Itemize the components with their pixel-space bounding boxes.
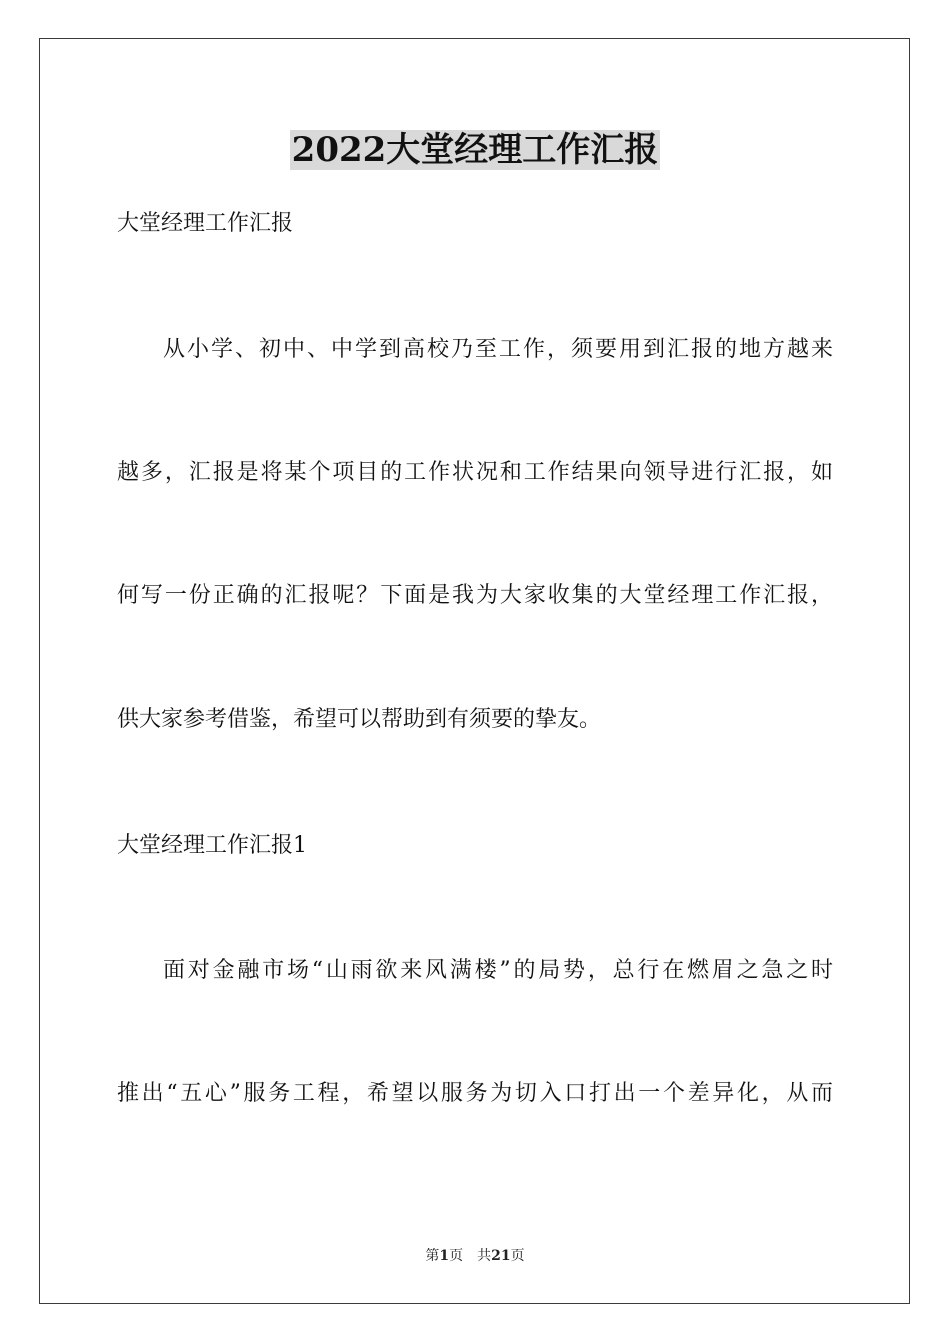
heading-2: 大堂经理工作汇报1 — [117, 833, 307, 858]
footer-page-unit: 页 — [449, 1248, 464, 1264]
intro-line-3: 何写一份正确的汇报呢？下面是我为大家收集的大堂经理工作汇报， — [117, 583, 833, 608]
footer-total-prefix: 共 — [477, 1248, 492, 1264]
section-line-1: 面对金融市场“山雨欲来风满楼”的局势，总行在燃眉之急之时 — [163, 958, 833, 983]
intro-line-4: 供大家参考借鉴，希望可以帮助到有须要的挚友。 — [117, 707, 602, 732]
document-title — [0, 128, 950, 172]
page-footer — [0, 1246, 950, 1266]
footer-page-current: 1 — [439, 1248, 450, 1264]
footer-page-total: 21 — [491, 1248, 511, 1264]
intro-line-2: 越多，汇报是将某个项目的工作状况和工作结果向领导进行汇报，如 — [117, 460, 833, 485]
document-title-text: 2022大堂经理工作汇报 — [291, 130, 659, 170]
footer-page-prefix: 第 — [425, 1248, 440, 1264]
section-line-2: 推出“五心”服务工程，希望以服务为切入口打出一个差异化，从而 — [117, 1081, 833, 1106]
footer-total-unit: 页 — [510, 1248, 525, 1264]
heading-1: 大堂经理工作汇报 — [117, 211, 294, 236]
intro-line-1: 从小学、初中、中学到高校乃至工作，须要用到汇报的地方越来 — [163, 337, 833, 362]
